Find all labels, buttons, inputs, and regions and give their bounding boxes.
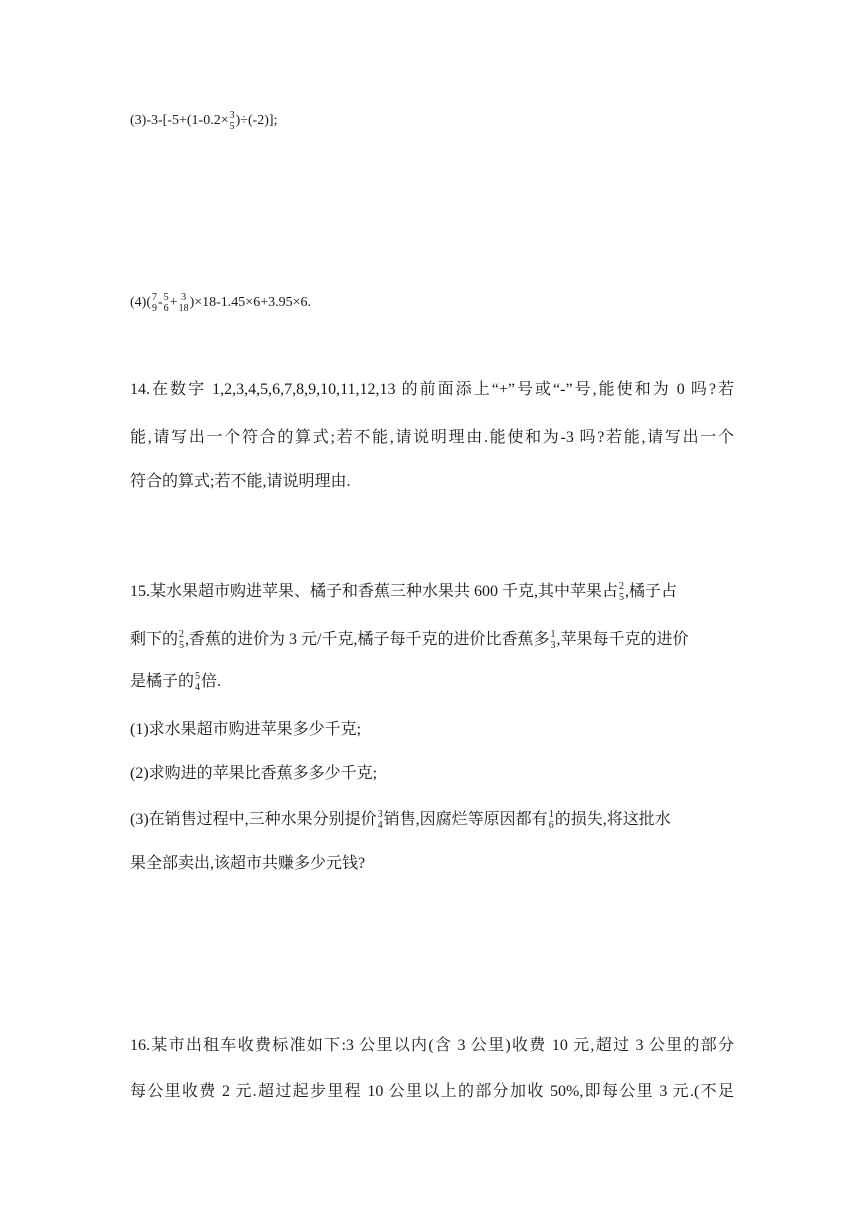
q15-line1 — [130, 578, 734, 603]
q13-part4 — [130, 292, 734, 314]
q15-line1-text-a: 15.某水果超市购进苹果、橘子和香蕉三种水果共 600 千克,其中苹果占 — [130, 583, 619, 600]
fraction: 3 18 — [178, 292, 189, 314]
fraction: 3 5 — [229, 110, 235, 132]
operator: - — [158, 295, 163, 311]
operator: + — [169, 295, 178, 311]
fraction: 2 5 — [179, 629, 185, 652]
fraction: 2 5 — [619, 581, 625, 604]
q14-line2: 能,请写出一个符合的算式;若不能,请说明理由.能使和为-3 吗?若能,请写出一个 — [130, 429, 734, 446]
q15-sub2: (2)求购进的苹果比香蕉多多少千克; — [130, 765, 378, 782]
q15-line2-text-a: 剩下的 — [130, 631, 179, 648]
q15-line3 — [130, 668, 734, 693]
q15-sub3-text-a: (3)在销售过程中,三种水果分别提价 — [130, 811, 377, 828]
q16-line1: 16.某市出租车收费标准如下:3 公里以内(含 3 公里)收费 10 元,超过 3 公里的部分 — [130, 1037, 734, 1054]
q15-sub3-text-c: 的损失,将这批水 — [554, 811, 671, 828]
q15-line2 — [130, 626, 734, 651]
q15-line2-text-b: ,香蕉的进价为 3 元/千克,橘子每千克的进价比香蕉多 — [185, 631, 550, 648]
q15-sub1: (1)求水果超市购进苹果多少千克; — [130, 721, 362, 738]
q13-part4-text-b: )×18-1.45×6+3.95×6. — [189, 295, 311, 311]
q15-sub3-text-b: 销售,因腐烂等原因都有 — [383, 811, 548, 828]
q15-sub3-line2: 果全部卖出,该超市共赚多少元钱? — [130, 855, 366, 872]
q16-line2: 每公里收费 2 元.超过起步里程 10 公里以上的部分加收 50%,即每公里 3 元.(不足 — [130, 1083, 734, 1100]
fraction: 5 6 — [163, 292, 169, 314]
fraction: 5 4 — [195, 671, 201, 694]
q15-line1-text-b: ,橘子占 — [625, 583, 678, 600]
q15-line3-text-b: 倍. — [201, 673, 222, 690]
q15-sub3-line1 — [130, 806, 734, 831]
fraction: 1 3 — [550, 629, 556, 652]
fraction: 1 6 — [548, 809, 554, 832]
fraction: 7 9 — [152, 292, 157, 314]
q13-part3-text-b: )÷(-2)]; — [235, 113, 278, 129]
fraction: 3 4 — [377, 809, 383, 832]
q14-line3: 符合的算式;若不能,请说明理由. — [130, 473, 351, 490]
q13-part3 — [130, 110, 734, 132]
q14-line1: 14.在数字 1,2,3,4,5,6,7,8,9,10,11,12,13 的前面添上“+”号或“-”号,能使和为 0 吗?若 — [130, 381, 734, 398]
q15-line2-text-c: ,苹果每千克的进价 — [556, 631, 689, 648]
q13-part4-text-a: (4)( — [130, 295, 151, 311]
q15-line3-text-a: 是橘子的 — [130, 673, 195, 690]
q13-part3-text-a: (3)-3-[-5+(1-0.2× — [130, 113, 229, 129]
